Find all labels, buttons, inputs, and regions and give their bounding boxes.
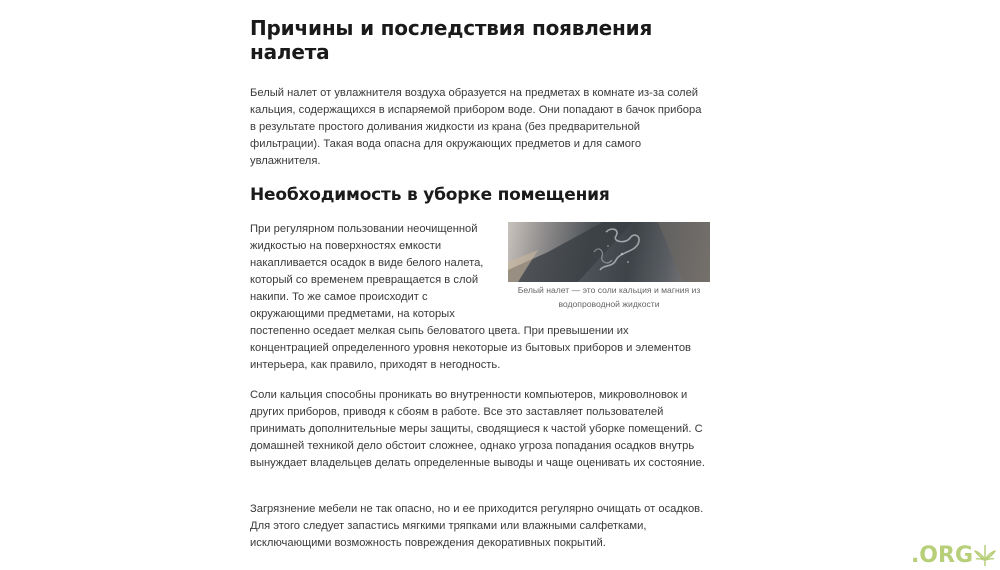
section-paragraph: При регулярном пользовании неочищенной жидкостью на поверхностях емкости накапливается осадок в виде белого налета, который со временем превращается в слой накипи. То же самое происходит с окружающими предметами, на которых постепенно оседает мелкая сыпь беловатого цвета. При превышении их концентрацией определенного уровня некоторые из бытовых приборов и элементов интерьера, как правило, приходят в негодность. <box>250 223 691 371</box>
watermark-text: .ORG <box>910 543 973 568</box>
photo-illustration <box>508 222 710 282</box>
intro-paragraph: Белый налет от увлажнителя воздуха образуется на предметах в комнате из-за солей кальция, содержащихся в испаряемой прибором воде. Они попадают в бачок прибора в результате простого доливания жидкости из крана (без предварительной фильтрации). Такая вода опасна для окружающих предметов и для самого увлажнителя. <box>250 87 702 167</box>
humidifier-photo[interactable] <box>508 222 710 282</box>
section-block <box>250 221 710 374</box>
cannabis-leaf-icon <box>974 543 996 567</box>
paragraph-furniture: Загрязнение мебели не так опасно, но и ее приходится регулярно очищать от осадков. Для этого следует запастись мягкими тряпками или влажными салфетками, исключающими возможность повреждения декоративных покрытий. <box>250 503 704 549</box>
paragraph-appliances: Соли кальция способны проникать во внутренности компьютеров, микроволновок и других приборов, приводя к сбоям в работе. Все это заставляет пользователей принимать дополнительные меры защиты, сводящиеся к частой уборке помещений. С домашней техникой дело обстоит сложнее, однако угроза попадания осадков внутрь вынуждает владельцев делать определенные выводы и чаще оценивать их состояние. <box>250 389 706 469</box>
article-figure <box>508 222 710 311</box>
figure-caption: Белый налет — это соли кальция и магния из водопроводной жидкости <box>517 285 701 309</box>
section-title: Необходимость в уборке помещения <box>250 185 610 205</box>
article-title: Причины и последствия появления налета <box>250 16 653 64</box>
site-watermark[interactable] <box>911 543 996 568</box>
